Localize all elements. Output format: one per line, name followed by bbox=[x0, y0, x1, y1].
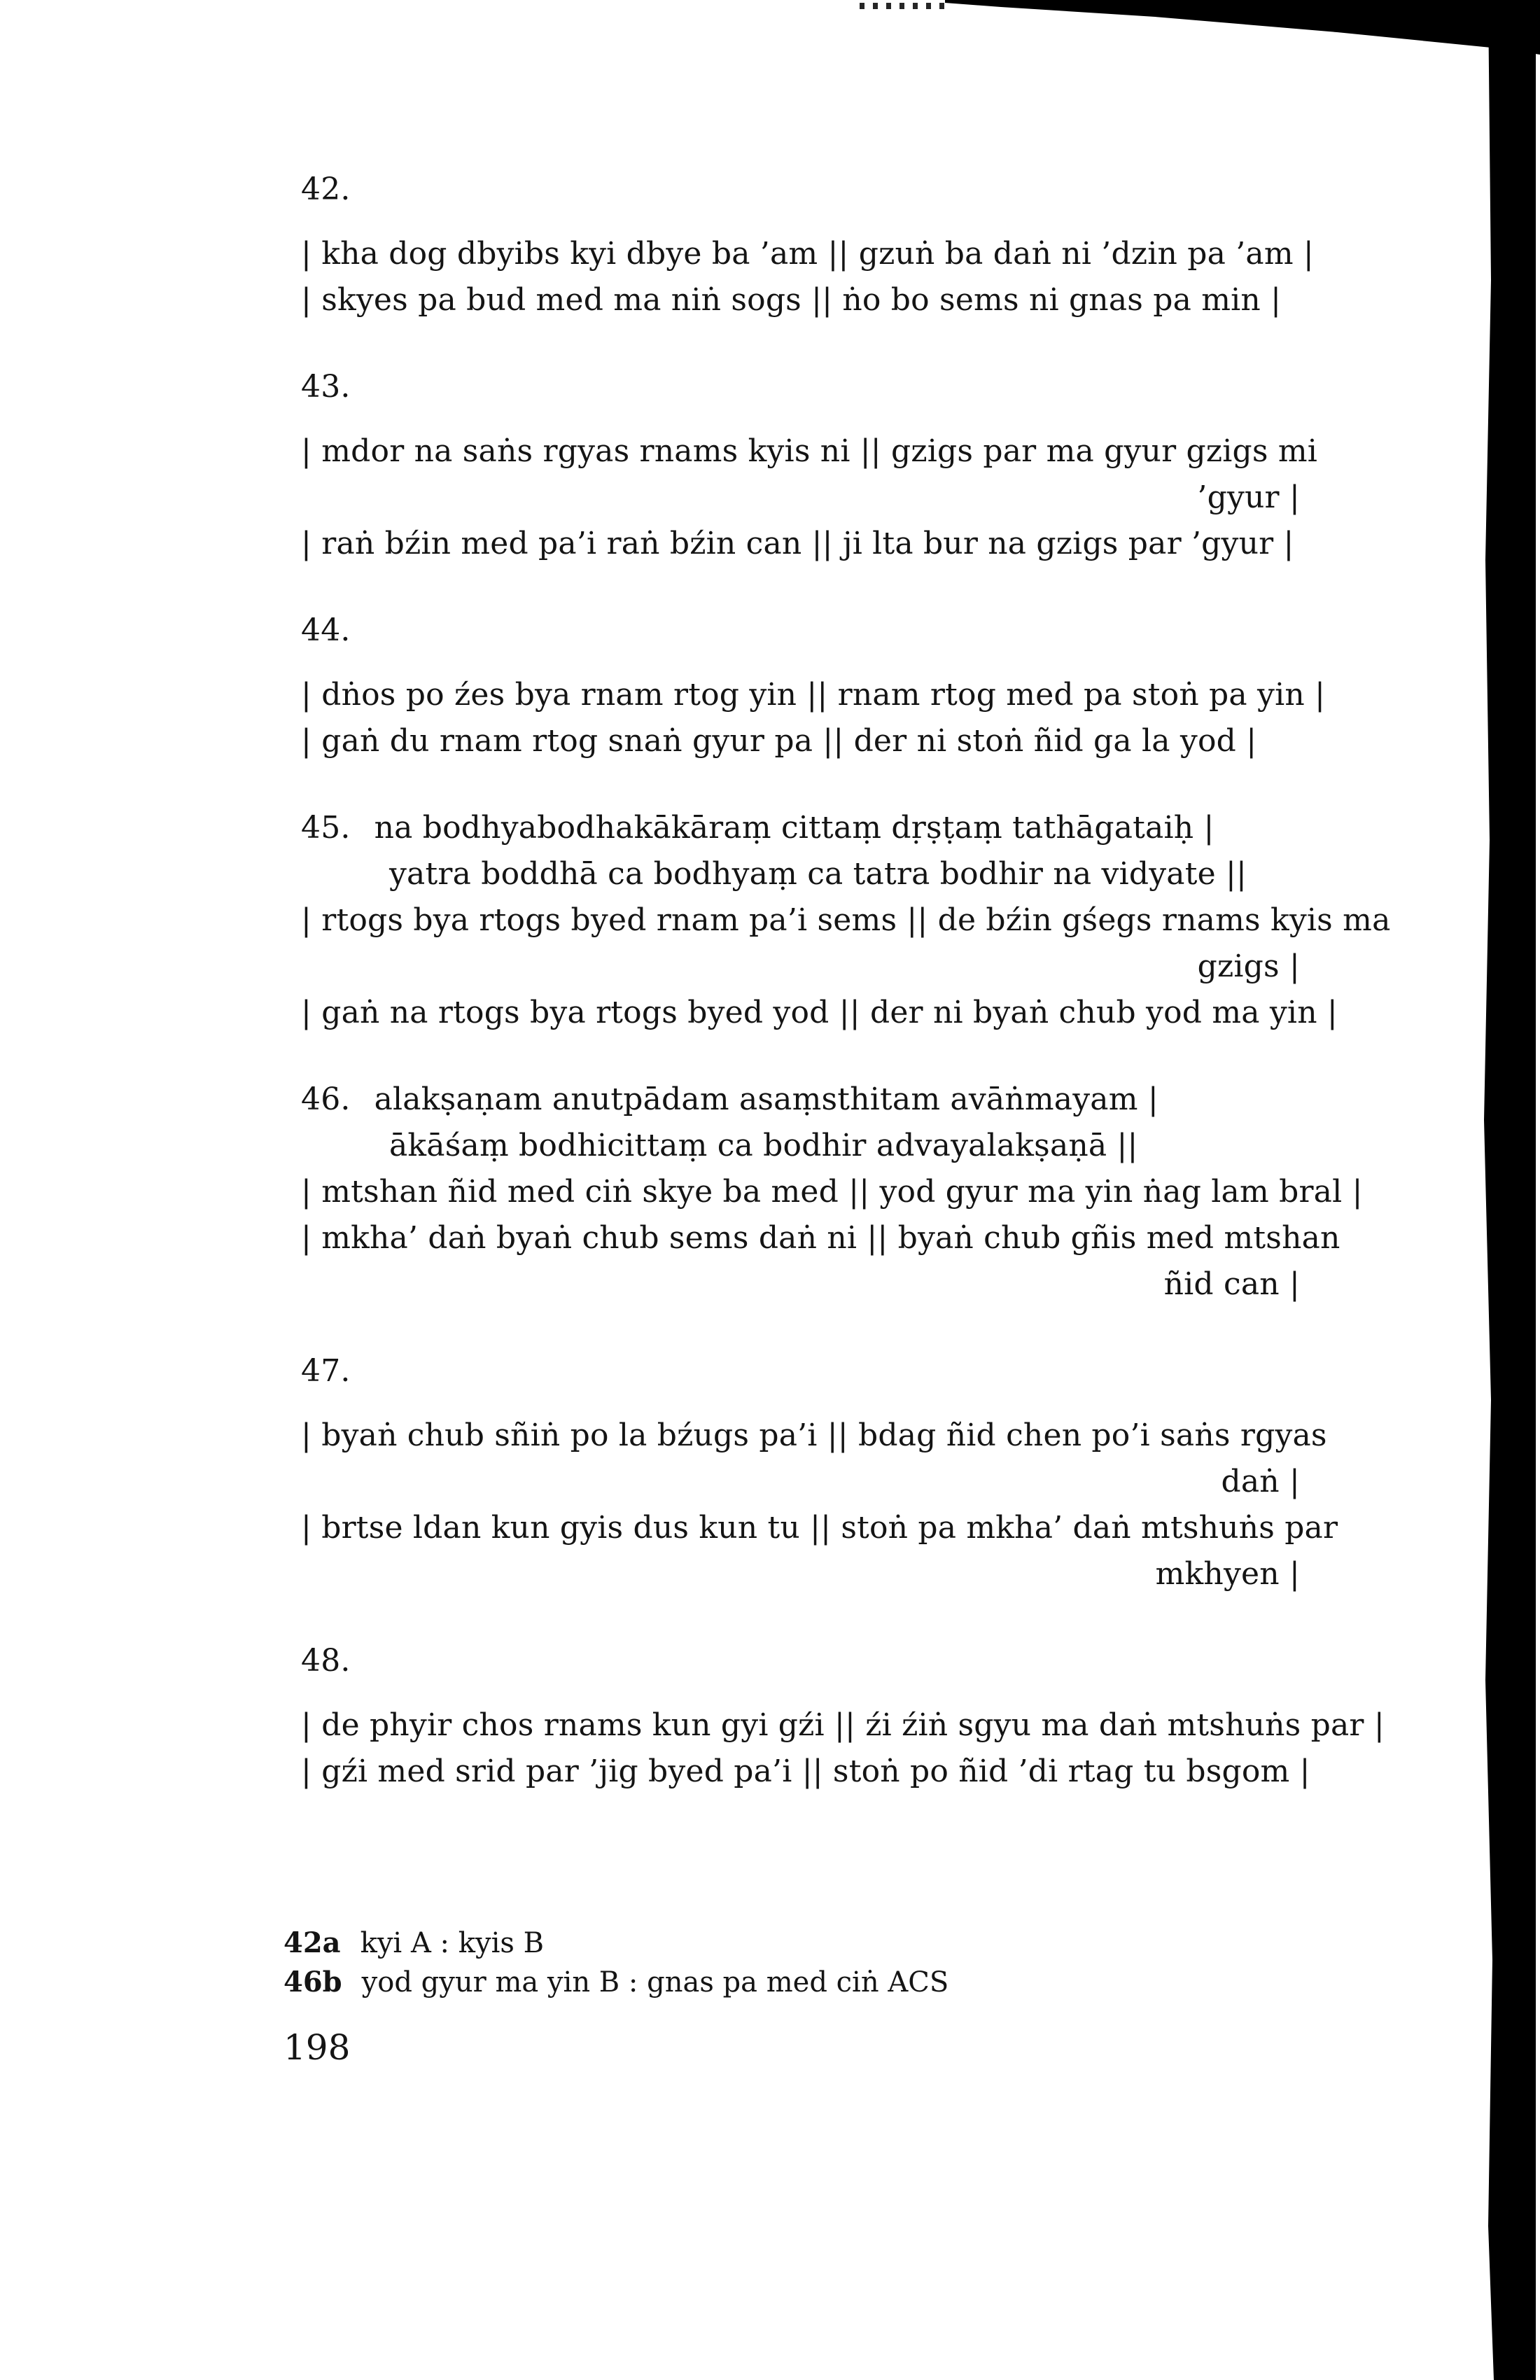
verse-line-text: | rtogs bya rtogs byed rnam pa’i sems || de bźin gśegs rnams kyis ma bbox=[301, 902, 1391, 938]
verse-line bbox=[301, 231, 1376, 277]
verse-48 bbox=[301, 1638, 1385, 1795]
verse-line bbox=[301, 851, 1376, 897]
verse-line bbox=[301, 1123, 1376, 1169]
verse-line-text: ñid can | bbox=[1163, 1266, 1300, 1302]
verse-number: 42. bbox=[301, 172, 351, 207]
verse-line bbox=[301, 1169, 1376, 1215]
verse-line bbox=[301, 990, 1376, 1036]
verse-number-row bbox=[301, 364, 1376, 410]
verse-43 bbox=[301, 364, 1376, 567]
footnote-label: 46b bbox=[284, 1966, 342, 1998]
verse-line bbox=[301, 1413, 1376, 1459]
verse-number-row bbox=[301, 1348, 1376, 1394]
page-number: 198 bbox=[284, 2027, 351, 2068]
verse-line bbox=[301, 805, 1376, 851]
verse-number: 48. bbox=[301, 1643, 351, 1679]
verse-line bbox=[301, 475, 1376, 521]
book-gutter-shadow bbox=[1483, 0, 1536, 2380]
verse-line bbox=[301, 672, 1376, 718]
verse-line-text: | gźi med srid par ’jig byed pa’i || stoṅ po ñid ’di rtag tu bsgom | bbox=[301, 1754, 1310, 1789]
verse-line-text: | dṅos po źes bya rnam rtog yin || rnam rtog med pa stoṅ pa yin | bbox=[301, 677, 1326, 713]
verse-number: 44. bbox=[301, 612, 351, 648]
verse-line bbox=[301, 897, 1391, 944]
footnotes-block bbox=[284, 1924, 948, 2002]
verse-line-text: | byaṅ chub sñiṅ po la bźugs pa’i || bdag ñid chen po’i saṅs rgyas bbox=[301, 1418, 1327, 1453]
verse-line-text: | brtse ldan kun gyis dus kun tu || stoṅ pa mkha’ daṅ mtshuṅs par bbox=[301, 1510, 1338, 1546]
verse-line bbox=[301, 1215, 1376, 1261]
verse-line bbox=[301, 1459, 1376, 1505]
verse-number-row bbox=[301, 167, 1376, 213]
verse-line-text: | kha dog dbyibs kyi dbye ba ’am || gzuṅ ba daṅ ni ’dzin pa ’am | bbox=[301, 236, 1314, 272]
verse-line-text: | raṅ bźin med pa’i raṅ bźin can || ji lta bur na gzigs par ’gyur | bbox=[301, 526, 1294, 561]
verse-line bbox=[301, 1077, 1376, 1123]
verse-42 bbox=[301, 167, 1376, 323]
verse-line-text: yatra boddhā ca bodhyaṃ ca tatra bodhir na vidyate || bbox=[389, 856, 1247, 892]
scan-ink-specks bbox=[860, 3, 951, 9]
verse-line bbox=[301, 1505, 1376, 1551]
verse-line-text: | mtshan ñid med ciṅ skye ba med || yod gyur ma yin ṅag lam bral | bbox=[301, 1174, 1363, 1210]
verse-line-text: alakṣaṇam anutpādam asaṃsthitam avāṅmayam | bbox=[374, 1082, 1158, 1117]
verse-line bbox=[301, 1749, 1376, 1795]
verse-line bbox=[301, 1551, 1376, 1597]
verse-line-text: | gaṅ du rnam rtog snaṅ gyur pa || der ni stoṅ ñid ga la yod | bbox=[301, 723, 1257, 759]
verse-line-text: mkhyen | bbox=[1155, 1556, 1300, 1592]
verse-line-text: ’gyur | bbox=[1197, 479, 1300, 515]
verse-text-block bbox=[301, 167, 1391, 1795]
verse-line bbox=[301, 718, 1376, 764]
verse-line bbox=[301, 428, 1376, 475]
verse-number: 46. bbox=[301, 1082, 351, 1117]
scan-ink-smudge-top bbox=[945, 0, 1540, 55]
verse-number-row bbox=[301, 1638, 1376, 1684]
verse-line bbox=[301, 1702, 1385, 1749]
verse-line-text: daṅ | bbox=[1221, 1464, 1300, 1499]
verse-line-text: | mdor na saṅs rgyas rnams kyis ni || gzigs par ma gyur gzigs mi bbox=[301, 433, 1318, 469]
footnote-line bbox=[284, 1963, 948, 2002]
verse-line bbox=[301, 1261, 1376, 1308]
verse-line-text: | de phyir chos rnams kun gyi gźi || źi źiṅ sgyu ma daṅ mtshuṅs par | bbox=[301, 1707, 1385, 1743]
verse-line bbox=[301, 944, 1376, 990]
footnote-line bbox=[284, 1924, 948, 1963]
verse-45 bbox=[301, 805, 1391, 1036]
verse-44 bbox=[301, 608, 1376, 764]
verse-line-text: | mkha’ daṅ byaṅ chub sems daṅ ni || byaṅ chub gñis med mtshan bbox=[301, 1220, 1340, 1256]
footnote-label: 42a bbox=[284, 1926, 341, 1959]
verse-line-text: na bodhyabodhakākāraṃ cittaṃ dṛṣṭaṃ tathāgataiḥ | bbox=[374, 810, 1214, 846]
verse-line bbox=[301, 521, 1376, 567]
verse-line-text: ākāśaṃ bodhicittaṃ ca bodhir advayalakṣaṇā || bbox=[389, 1128, 1138, 1163]
verse-line-text: | gaṅ na rtogs bya rtogs byed yod || der ni byaṅ chub yod ma yin | bbox=[301, 995, 1338, 1030]
verse-line-text: gzigs | bbox=[1197, 948, 1300, 984]
verse-number: 47. bbox=[301, 1353, 351, 1389]
footnote-text: kyi A : kyis B bbox=[360, 1927, 544, 1959]
verse-number: 43. bbox=[301, 369, 351, 405]
verse-line-text: | skyes pa bud med ma niṅ sogs || ṅo bo sems ni gnas pa min | bbox=[301, 282, 1282, 318]
verse-number-row bbox=[301, 608, 1376, 654]
verse-47 bbox=[301, 1348, 1376, 1597]
verse-line bbox=[301, 277, 1376, 323]
verse-46 bbox=[301, 1077, 1376, 1308]
verse-number: 45. bbox=[301, 810, 351, 846]
footnote-text: yod gyur ma yin B : gnas pa med ciṅ ACS bbox=[361, 1966, 949, 1998]
